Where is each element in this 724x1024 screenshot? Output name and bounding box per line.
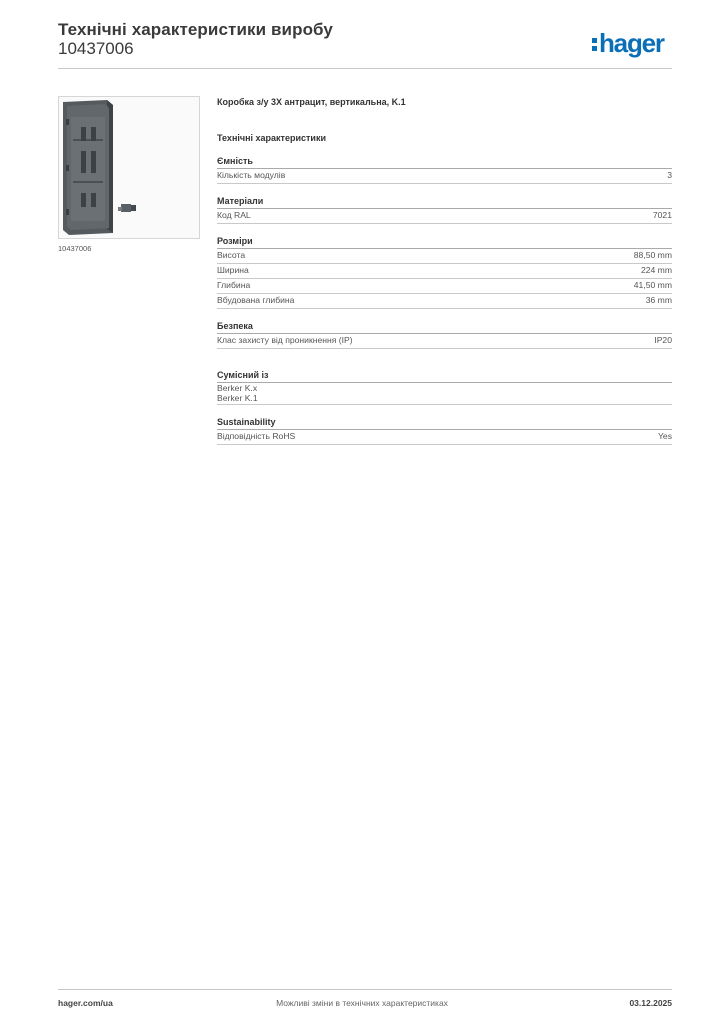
spec-content — [217, 96, 672, 445]
footer-date: 03.12.2025 — [629, 998, 672, 1008]
spec-value: Yes — [657, 431, 672, 441]
spec-value: IP20 — [654, 335, 672, 345]
spec-row — [217, 264, 672, 279]
footer-website: hager.com/ua — [58, 998, 113, 1008]
spec-row — [217, 249, 672, 264]
logo-text: hager — [599, 28, 664, 58]
image-caption: 10437006 — [58, 244, 92, 253]
group-title: Розміри — [217, 236, 672, 249]
product-box-photo-icon — [59, 97, 199, 238]
spec-label: Висота — [217, 250, 246, 260]
spec-value: 36 mm — [645, 295, 672, 305]
spec-value: 3 — [667, 170, 672, 180]
spec-group-dimensions — [217, 236, 672, 309]
compatible-item: Berker K.x — [217, 383, 258, 393]
spec-row — [217, 294, 672, 309]
product-code: 10437006 — [58, 39, 134, 58]
group-title: Сумісний із — [217, 370, 672, 383]
spec-group-compatible — [217, 370, 672, 405]
spec-label: Кількість модулів — [217, 170, 286, 180]
logo-dots-icon — [592, 35, 597, 53]
header-divider — [58, 68, 672, 69]
product-image — [58, 96, 200, 239]
footer-divider — [58, 989, 672, 990]
group-title: Sustainability — [217, 417, 672, 430]
group-title: Безпека — [217, 321, 672, 334]
footer-disclaimer: Можливі зміни в технічних характеристиках — [276, 998, 448, 1008]
spec-label: Глибина — [217, 280, 251, 290]
spec-row — [217, 430, 672, 445]
group-title: Ємність — [217, 156, 672, 169]
spec-group-materials — [217, 196, 672, 224]
spec-label: Вбудована глибина — [217, 295, 295, 305]
spec-value: 41,50 mm — [633, 280, 672, 290]
compatible-item: Berker K.1 — [217, 393, 258, 403]
spec-row — [217, 209, 672, 224]
spec-group-sustainability — [217, 417, 672, 445]
spec-label: Код RAL — [217, 210, 251, 220]
compatible-list — [217, 383, 672, 405]
spec-value: 224 mm — [640, 265, 672, 275]
page-title: Технічні характеристики виробу — [58, 20, 333, 39]
group-title: Матеріали — [217, 196, 672, 209]
spec-group-safety — [217, 321, 672, 349]
spec-label: Ширина — [217, 265, 249, 275]
spec-group-capacity — [217, 156, 672, 184]
spec-label: Відповідність RoHS — [217, 431, 296, 441]
spec-row — [217, 279, 672, 294]
spec-label: Клас захисту від проникнення (IP) — [217, 335, 353, 345]
spec-value: 88,50 mm — [633, 250, 672, 260]
spec-value: 7021 — [652, 210, 672, 220]
specs-heading: Технічні характеристики — [217, 133, 326, 143]
spec-row — [217, 334, 672, 349]
product-name: Коробка з/у 3Х антрацит, вертикальна, K.1 — [217, 97, 406, 107]
spec-row — [217, 169, 672, 184]
hager-logo — [592, 28, 664, 58]
